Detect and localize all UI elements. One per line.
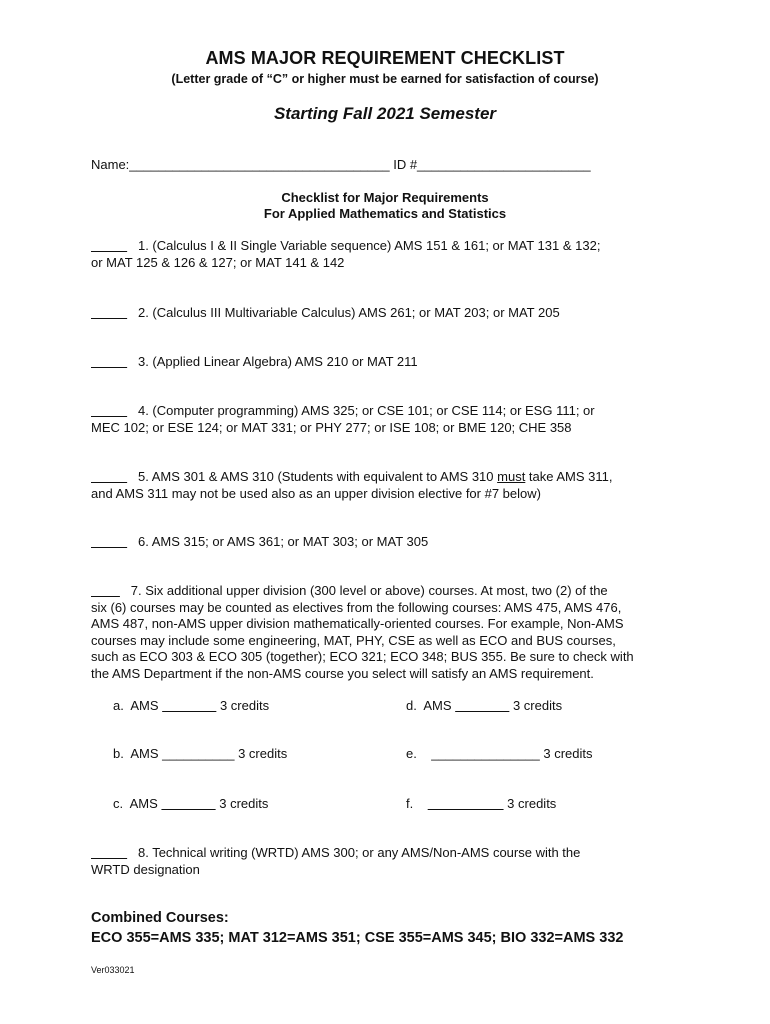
item-5-text-cont: and AMS 311 may not be used also as an upper division elective for #7 below) [91,485,541,501]
requirement-item-7 [91,583,691,682]
check-blank-8[interactable] [91,845,127,860]
requirement-item-3 [91,354,691,371]
elective-f: f. 3 credits [406,796,557,811]
version-label: Ver033021 [91,965,135,975]
item-7-text: 7. Six additional upper division (300 level or above) courses. At most, two (2) of the [130,583,608,598]
grade-note: (Letter grade of “C” or higher must be earned for satisfaction of course) [171,72,599,86]
checklist-heading-line1: Checklist for Major Requirements [281,190,489,205]
elective-f-blank[interactable] [428,796,504,811]
check-blank-6[interactable] [91,534,127,549]
elective-b: b. AMS __________ 3 credits [113,746,288,761]
item-1-text: 1. (Calculus I & II Single Variable sequence) AMS 151 & 161; or MAT 131 & 132; [137,238,601,253]
check-blank-7[interactable] [91,583,120,598]
requirement-item-6 [91,534,691,551]
item-6-text: 6. AMS 315; or AMS 361; or MAT 303; or MAT 305 [137,534,429,549]
check-blank-5[interactable] [91,469,127,484]
requirement-item-2 [91,305,691,322]
combined-courses-list: ECO 355=AMS 335; MAT 312=AMS 351; CSE 355=AMS 345; BIO 332=AMS 332 [91,930,624,946]
item-3-text: 3. (Applied Linear Algebra) AMS 210 or MAT 211 [137,354,418,369]
elective-d-blank[interactable] [455,698,509,713]
item-1-text-cont: or MAT 125 & 126 & 127; or MAT 141 & 142 [91,254,345,270]
item-8-text: 8. Technical writing (WRTD) AMS 300; or any AMS/Non-AMS course with the [137,845,581,860]
elective-d: d. AMS 3 credits [406,698,563,713]
check-blank-2[interactable] [91,305,127,320]
item-4-text-cont: MEC 102; or ESE 124; or MAT 331; or PHY 277; or ISE 108; or BME 120; CHE 358 [91,419,572,435]
item-7-text-line4: courses may include some engineering, MAT, PHY, CSE as well as ECO and BUS courses, [91,632,616,648]
id-label: ID # [393,157,418,172]
item-7-text-line2: six (6) courses may be counted as electives from the following courses: AMS 475, AMS 476, [91,599,622,615]
item-7-text-line5: such as ECO 303 & ECO 305 (together); ECO 321; ECO 348; BUS 355. Be sure to check with [91,649,634,664]
item-7-text-line3: AMS 487, non-AMS upper division mathematically-oriented courses. For example, Non-AMS [91,616,624,631]
requirement-item-5 [91,469,691,502]
item-8-text-cont: WRTD designation [91,861,200,877]
item-5-emphasis: must [497,469,526,484]
name-field[interactable]: ____________________________________ [129,157,394,172]
page-title: AMS MAJOR REQUIREMENT CHECKLIST [205,48,565,68]
elective-e-blank[interactable]: _______________ [431,746,540,761]
requirement-item-1 [91,238,691,271]
check-blank-4[interactable] [91,403,127,418]
elective-a: a. AMS 3 credits [113,698,270,713]
item-5-text: 5. AMS 301 & AMS 310 (Students with equivalent to AMS 310 [137,469,498,484]
id-field[interactable]: ________________________ [417,157,591,172]
name-label: Name: [91,157,130,172]
requirement-item-8 [91,845,691,878]
name-id-line [91,157,591,172]
check-blank-1[interactable] [91,238,127,253]
check-blank-3[interactable] [91,354,127,369]
elective-c-blank[interactable] [161,796,215,811]
elective-c: c. AMS 3 credits [113,796,269,811]
item-5-text-end: take AMS 311, [525,469,613,484]
item-7-text-line6: the AMS Department if the non-AMS course you select will satisfy an AMS requirement. [91,665,594,681]
item-4-text: 4. (Computer programming) AMS 325; or CSE 101; or CSE 114; or ESG 111; or [137,403,595,418]
requirement-item-4 [91,403,691,436]
elective-b-blank[interactable]: __________ [162,746,235,761]
elective-a-blank[interactable] [162,698,216,713]
combined-courses-heading: Combined Courses: [91,910,229,926]
checklist-heading-line2: For Applied Mathematics and Statistics [263,206,507,221]
semester-heading: Starting Fall 2021 Semester [273,104,497,123]
item-2-text: 2. (Calculus III Multivariable Calculus) AMS 261; or MAT 203; or MAT 205 [137,305,560,320]
elective-e: e. _______________ 3 credits [406,746,593,761]
